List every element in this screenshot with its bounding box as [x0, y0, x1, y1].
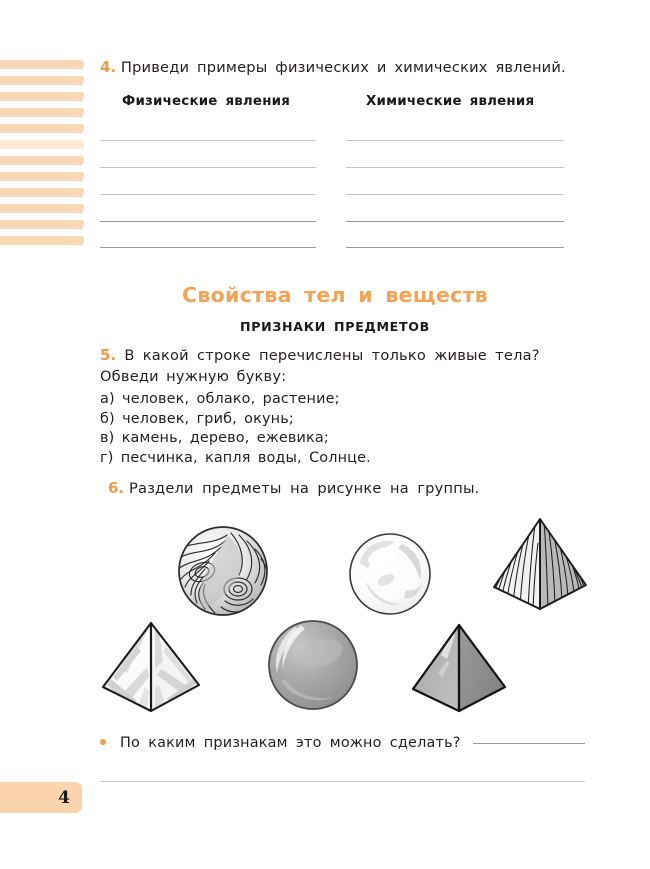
final-question-text: По каким признакам это можно сделать?: [120, 735, 461, 751]
answer-line-chemical[interactable]: [346, 167, 564, 168]
metal-pyramid-icon: [407, 619, 511, 717]
exercise-4-prompt: Приведи примеры физических и химических явлений.: [120, 59, 566, 76]
exercise-5-number: 5.: [100, 346, 117, 364]
answer-line-chemical[interactable]: [346, 247, 564, 248]
bullet-icon: [100, 739, 106, 745]
answer-line-physical[interactable]: [100, 140, 316, 141]
margin-decoration-stripes: [0, 60, 84, 260]
exercise-4-answer-lines: [100, 0, 570, 300]
answer-line-chemical[interactable]: [346, 140, 564, 141]
option-a[interactable]: а) человек, облако, растение;: [100, 391, 340, 407]
margin-stripe: [0, 172, 84, 181]
wooden-sphere-figure: [175, 523, 271, 623]
option-b[interactable]: б) человек, гриб, окунь;: [100, 410, 294, 427]
margin-stripe: [0, 220, 84, 229]
metal-pyramid-figure: [407, 619, 511, 721]
answer-line-chemical[interactable]: [346, 194, 564, 195]
metal-sphere-figure: [265, 617, 361, 717]
margin-stripe: [0, 156, 84, 165]
wooden-pyramid-icon: [488, 513, 592, 615]
exercise-5-options: [100, 390, 568, 468]
column-header-chemical: Химические явления: [366, 94, 535, 109]
margin-stripe: [0, 140, 84, 149]
glass-pyramid-icon: [97, 617, 205, 717]
margin-stripe: [0, 108, 84, 117]
final-answer-blank[interactable]: [473, 742, 585, 744]
exercise-5-prompt-line1: В какой строке перечислены только живые тела?: [124, 347, 540, 364]
answer-line-physical[interactable]: [100, 221, 316, 222]
wooden-pyramid-figure: [488, 513, 592, 619]
answer-line-physical[interactable]: [100, 194, 316, 195]
wooden-sphere-icon: [175, 523, 271, 619]
column-header-physical: Физические явления: [122, 94, 291, 109]
metal-sphere-icon: [265, 617, 361, 713]
section-subtitle: ПРИЗНАКИ ПРЕДМЕТОВ: [240, 319, 430, 334]
margin-stripe: [0, 124, 84, 133]
glass-pyramid-figure: [97, 617, 205, 721]
page-number-tab: [0, 782, 82, 813]
page-number: 4: [58, 787, 70, 808]
exercise-6-prompt: Раздели предметы на рисунке на группы.: [128, 480, 480, 497]
margin-stripe: [0, 204, 84, 213]
margin-stripe: [0, 236, 84, 245]
glass-sphere-icon: [346, 530, 434, 618]
answer-line-chemical[interactable]: [346, 221, 564, 222]
page-content: [100, 0, 570, 869]
margin-stripe: [0, 60, 84, 69]
final-question: [100, 735, 570, 751]
exercise-5-prompt-line2: Обведи нужную букву:: [100, 367, 287, 385]
glass-sphere-figure: [346, 530, 434, 622]
section-title: Свойства тел и веществ: [182, 283, 488, 307]
margin-stripe: [0, 92, 84, 101]
margin-stripe: [0, 76, 84, 85]
option-v[interactable]: в) камень, дерево, ежевика;: [100, 430, 329, 447]
exercise-5-heading: [100, 345, 568, 387]
option-g[interactable]: г) песчинка, капля воды, Солнце.: [100, 449, 371, 466]
exercise-6-heading: [108, 478, 568, 499]
answer-line-physical[interactable]: [100, 247, 316, 248]
answer-line-physical[interactable]: [100, 167, 316, 168]
exercise-6-figure-group: [90, 505, 580, 720]
margin-stripe: [0, 188, 84, 197]
exercise-4-number: 4.: [100, 58, 117, 76]
exercise-6-number: 6.: [108, 479, 125, 497]
